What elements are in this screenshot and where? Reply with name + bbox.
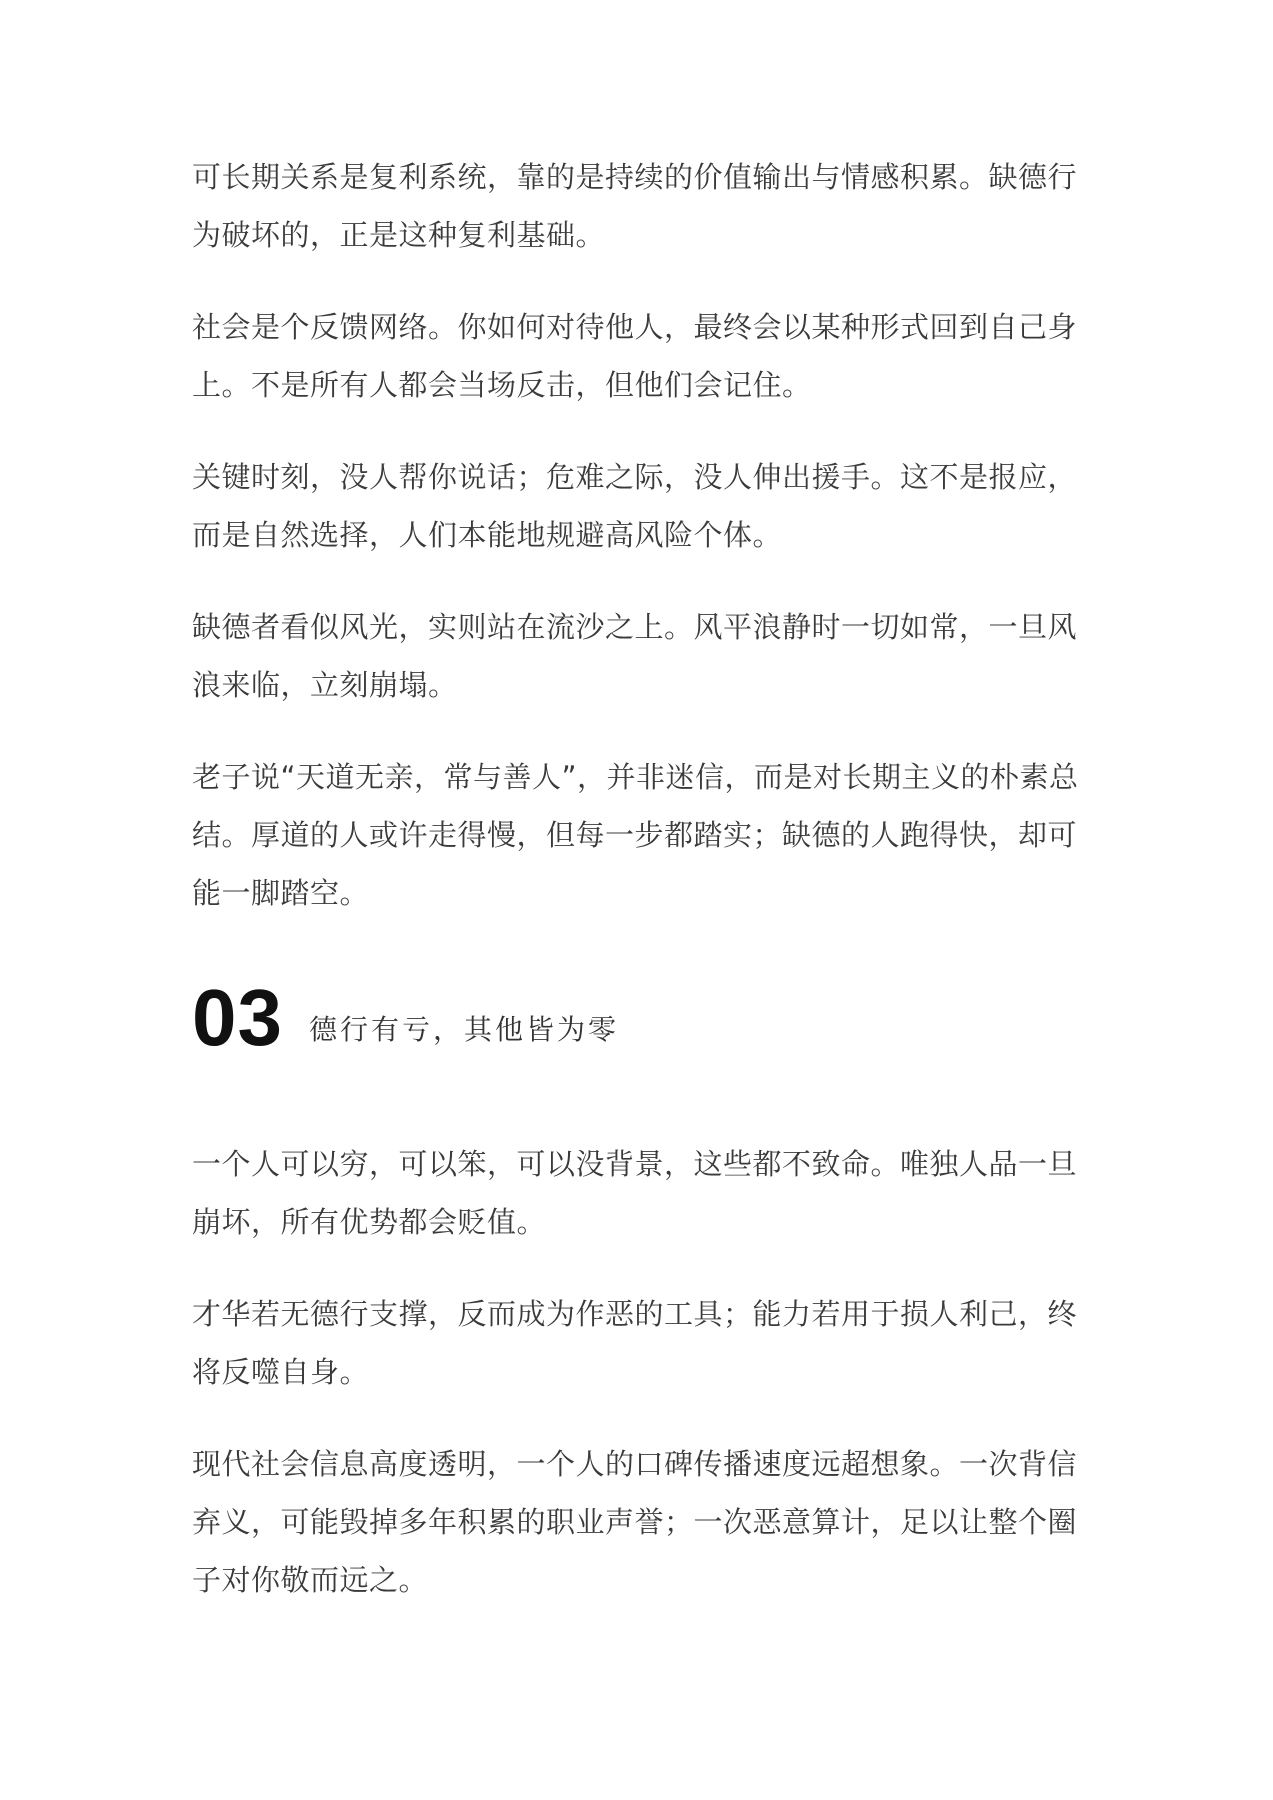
paragraph-quicksand: 缺德者看似风光，实则站在流沙之上。风平浪静时一切如常，一旦风浪来临，立刻崩塌。 [192, 610, 1078, 702]
paragraph-compound-relationships: 可长期关系是复利系统，靠的是持续的价值输出与情感积累。缺德行为破坏的，正是这种复利基础。 [192, 160, 1078, 252]
paragraph-feedback-network: 社会是个反馈网络。你如何对待他人，最终会以某种形式回到自己身上。不是所有人都会当场反击，但他们会记住。 [192, 310, 1078, 402]
paragraph-laozi-quote: 老子说“天道无亲，常与善人”，并非迷信，而是对长期主义的朴素总结。厚道的人或许走得慢，但每一步都踏实；缺德的人跑得快，却可能一脚踏空。 [192, 760, 1079, 910]
section-number: 03 [192, 973, 283, 1062]
section-heading [192, 968, 619, 1062]
paragraph-natural-selection: 关键时刻，没人帮你说话；危难之际，没人伸出援手。这不是报应，而是自然选择，人们本能地规避高风险个体。 [192, 460, 1078, 552]
paragraph-talent-without-virtue: 才华若无德行支撑，反而成为作恶的工具；能力若用于损人利己，终将反噬自身。 [192, 1297, 1078, 1389]
paragraph-reputation-transparency: 现代社会信息高度透明，一个人的口碑传播速度远超想象。一次背信弃义，可能毁掉多年积累的职业声誉；一次恶意算计，足以让整个圈子对你敬而远之。 [192, 1447, 1078, 1597]
section-title: 德行有亏，其他皆为零 [308, 1013, 619, 1046]
paragraph-character-collapse: 一个人可以穷，可以笨，可以没背景，这些都不致命。唯独人品一旦崩坏，所有优势都会贬值。 [192, 1147, 1078, 1239]
